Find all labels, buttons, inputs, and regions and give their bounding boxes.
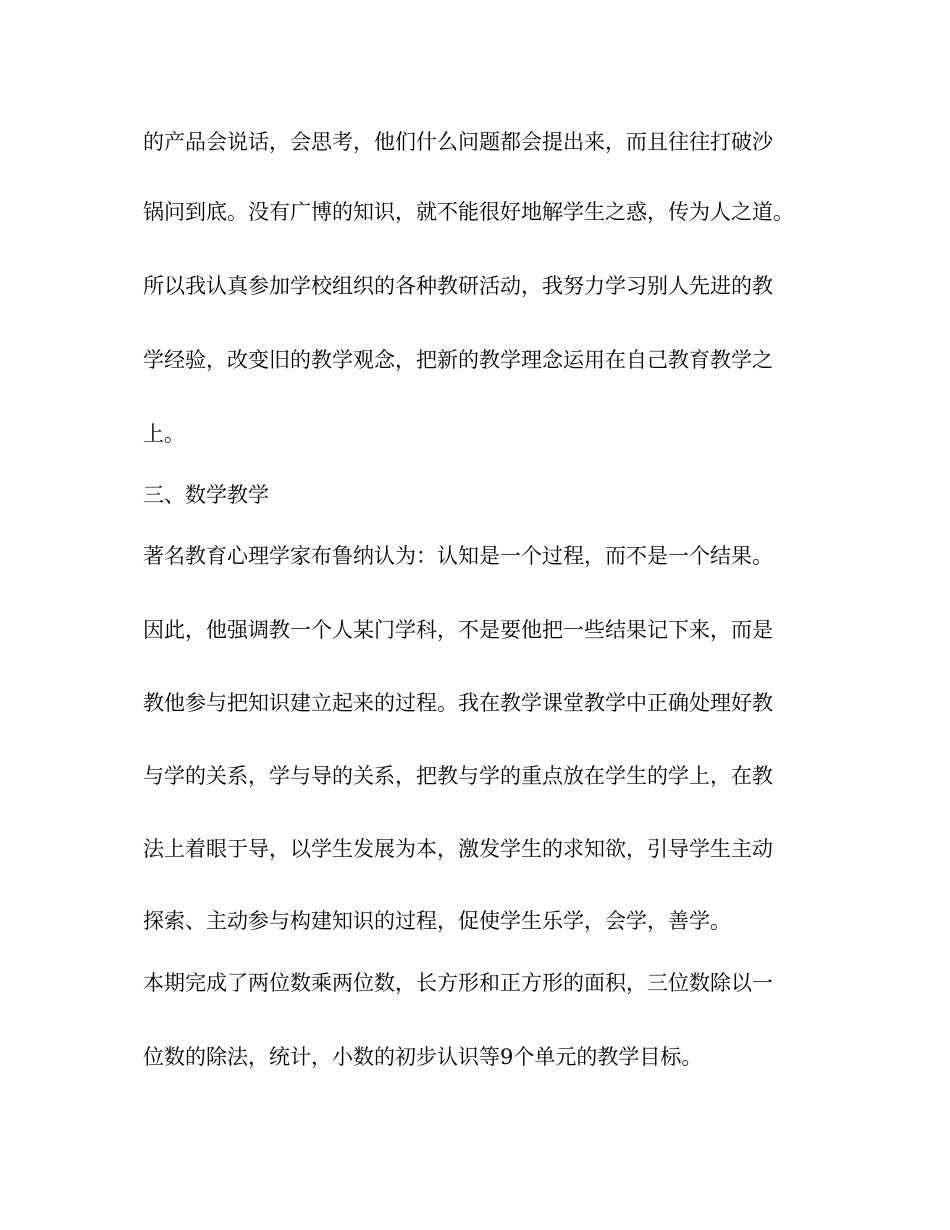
body-text-line: 学经验，改变旧的教学观念，把新的教学理念运用在自己教育教学之: [143, 348, 773, 372]
body-text-line: 教他参与把知识建立起来的过程。我在教学课堂教学中正确处理好教: [143, 691, 773, 715]
body-text-line: 与学的关系，学与导的关系，把教与学的重点放在学生的学上，在教: [143, 764, 773, 788]
section-heading: 三、数学教学: [143, 483, 269, 507]
body-text-line: 著名教育心理学家布鲁纳认为：认知是一个过程，而不是一个结果。: [143, 544, 773, 568]
body-text-line: 的产品会说话，会思考，他们什么问题都会提出来，而且往往打破沙: [143, 130, 773, 154]
body-text-line: 因此，他强调教一个人某门学科，不是要他把一些结果记下来，而是: [143, 618, 773, 642]
body-text-line: 法上着眼于导，以学生发展为本，激发学生的求知欲，引导学生主动: [143, 837, 773, 861]
body-text-line: 本期完成了两位数乘两位数，长方形和正方形的面积，三位数除以一: [143, 971, 773, 995]
body-text-line: 所以我认真参加学校组织的各种教研活动，我努力学习别人先进的教: [143, 274, 773, 298]
body-text-line: 锅问到底。没有广博的知识，就不能很好地解学生之惑，传为人之道。: [143, 200, 794, 224]
body-text-line: 探索、主动参与构建知识的过程，促使学生乐学，会学，善学。: [143, 909, 731, 933]
body-text-line: 位数的除法，统计，小数的初步认识等9个单元的教学目标。: [143, 1045, 703, 1069]
body-text-line: 上。: [143, 422, 185, 446]
